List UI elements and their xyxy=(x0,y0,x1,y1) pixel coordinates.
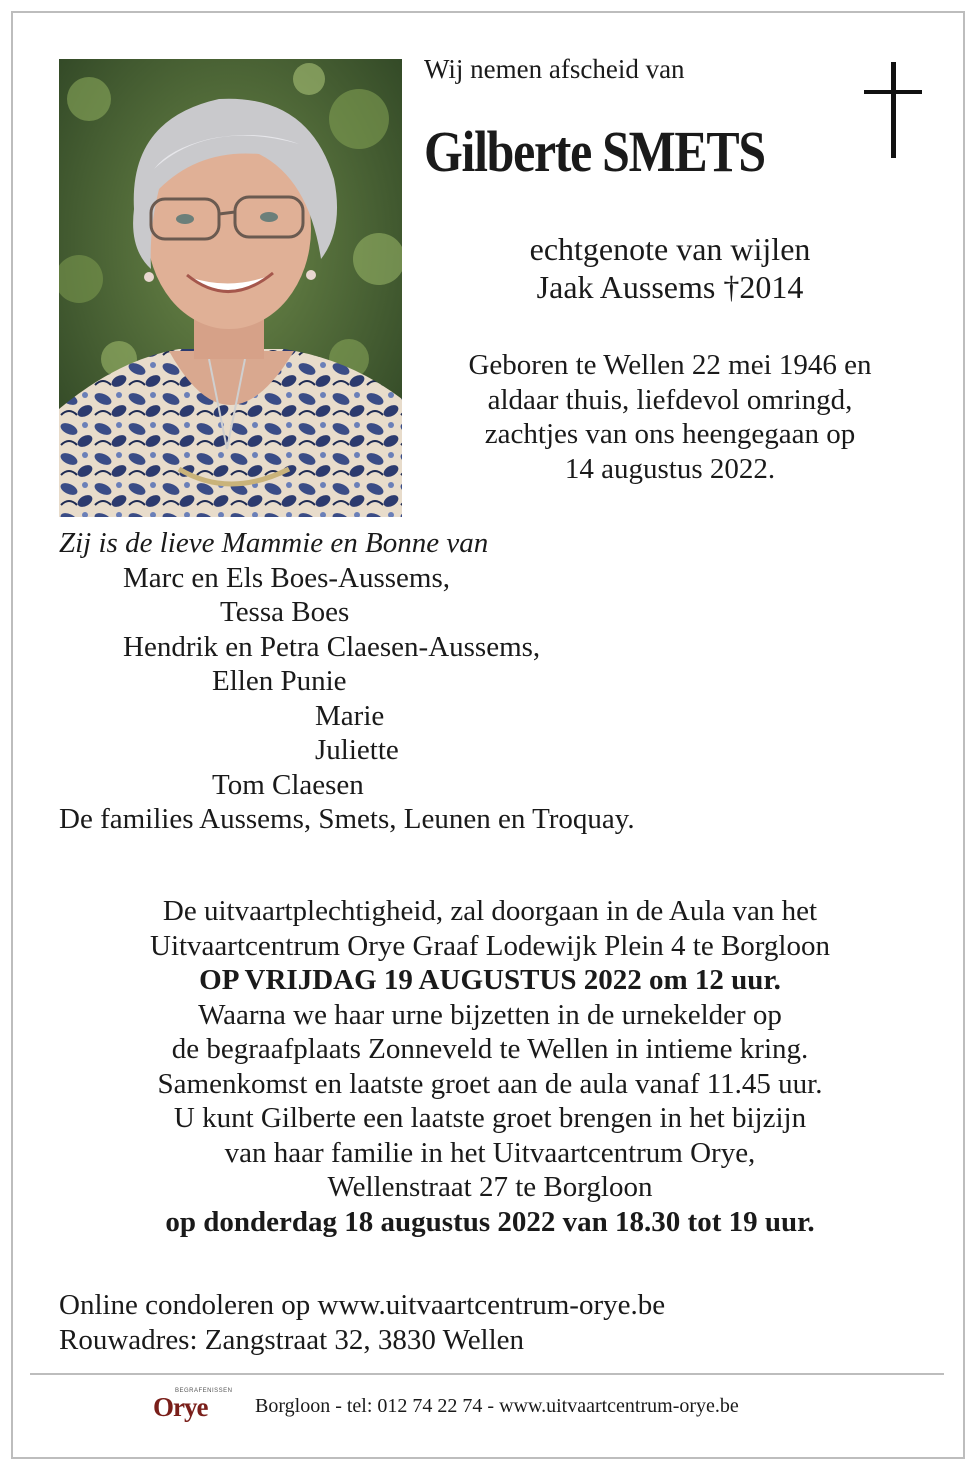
service-line: U kunt Gilberte een laatste groet brengen in het bijzijn xyxy=(173,1102,807,1134)
cross-icon xyxy=(864,62,922,158)
birth-line: Geboren te Wellen 22 mei 1946 en xyxy=(468,349,872,381)
family-list xyxy=(59,526,939,837)
family-member: Tom Claesen xyxy=(212,768,364,801)
intro-text: Wij nemen afscheid van xyxy=(424,54,685,84)
spouse-name: Jaak Aussems †2014 xyxy=(536,269,804,305)
birth-line: aldaar thuis, liefdevol omringd, xyxy=(487,383,853,416)
condolence-link[interactable]: Online condoleren op www.uitvaartcentrum-orye.be xyxy=(59,1289,666,1321)
mourning-address: Rouwadres: Zangstraat 32, 3830 Wellen xyxy=(59,1323,525,1356)
birth-death-text xyxy=(420,348,920,486)
deceased-name: Gilberte SMETS xyxy=(424,119,765,184)
service-line: Waarna we haar urne bijzetten in de urnekelder op xyxy=(198,998,782,1031)
contact-info xyxy=(59,1288,939,1357)
portrait-photo xyxy=(59,59,402,517)
footer-divider xyxy=(30,1373,944,1375)
service-date: OP VRIJDAG 19 AUGUSTUS 2022 om 12 uur. xyxy=(199,964,781,996)
service-line: Wellenstraat 27 te Borgloon xyxy=(327,1171,653,1203)
spouse-line: echtgenote van wijlen xyxy=(529,231,811,267)
logo-tagline: BEGRAFENISSEN xyxy=(175,1388,233,1394)
visit-date: op donderdag 18 augustus 2022 van 18.30 tot 19 uur. xyxy=(165,1205,815,1238)
footer-contact: Borgloon - tel: 012 74 22 74 - www.uitvaartcentrum-orye.be xyxy=(255,1395,739,1417)
birth-line: 14 augustus 2022. xyxy=(564,452,776,485)
service-line: De uitvaartplechtigheid, zal doorgaan in de Aula van het xyxy=(162,895,818,927)
family-intro: Zij is de lieve Mammie en Bonne van xyxy=(59,527,489,559)
birth-line: zachtjes van ons heengegaan op xyxy=(484,418,856,450)
portrait-illustration xyxy=(59,59,402,517)
family-member: Marc en Els Boes-Aussems, xyxy=(123,561,451,594)
logo-wordmark: Orye xyxy=(153,1392,208,1422)
service-line: Samenkomst en laatste groet aan de aula vanaf 11.45 uur. xyxy=(157,1067,823,1100)
service-details xyxy=(40,894,940,1239)
family-member: Tessa Boes xyxy=(220,596,350,628)
service-line: Uitvaartcentrum Orye Graaf Lodewijk Plein 4 te Borgloon xyxy=(150,929,830,962)
family-member: Marie xyxy=(315,699,385,732)
family-member: Hendrik en Petra Claesen-Aussems, xyxy=(123,630,541,663)
family-member: Ellen Punie xyxy=(212,665,347,697)
spouse-block xyxy=(430,230,910,306)
family-member: Juliette xyxy=(315,734,399,766)
service-line: van haar familie in het Uitvaartcentrum Orye, xyxy=(224,1136,756,1169)
family-member: De families Aussems, Smets, Leunen en Troquay. xyxy=(59,803,635,835)
orye-logo xyxy=(153,1388,233,1428)
service-line: de begraafplaats Zonneveld te Wellen in intieme kring. xyxy=(171,1033,809,1065)
